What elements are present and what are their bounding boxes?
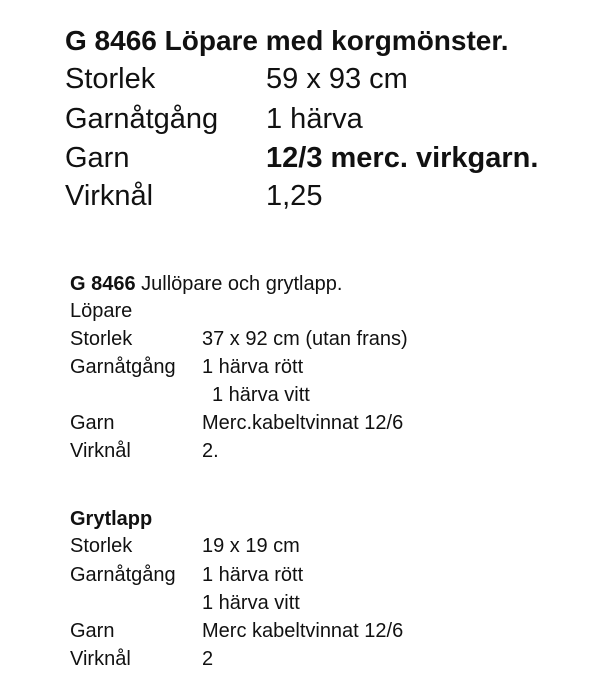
pattern-name: Löpare med korgmönster. [164, 25, 509, 56]
value-garnatgang-2: 1 härva vitt [202, 592, 300, 614]
value-garn: Merc.kabeltvinnat 12/6 [202, 412, 404, 434]
value-garnatgang: 1 härva [266, 103, 363, 135]
label-garn: Garn [70, 412, 115, 434]
label-storlek: Storlek [65, 63, 156, 95]
label-garn: Garn [70, 620, 115, 642]
label-garnatgang: Garnåtgång [70, 356, 176, 378]
value-virknal: 2. [202, 440, 219, 462]
label-garn: Garn [65, 142, 130, 174]
pattern-code: G 8466 [65, 25, 157, 56]
value-garnatgang-2: 1 härva vitt [212, 384, 310, 406]
section-heading-lopare: Löpare [70, 300, 133, 322]
label-virknal: Virknål [65, 180, 154, 212]
label-storlek: Storlek [70, 535, 133, 557]
pattern-title-2 [70, 271, 342, 297]
value-virknal: 1,25 [266, 180, 323, 212]
label-garnatgang: Garnåtgång [65, 103, 219, 135]
label-storlek: Storlek [70, 328, 133, 350]
label-virknal: Virknål [70, 648, 131, 670]
value-virknal: 2 [202, 648, 214, 670]
pattern-title-1 [65, 24, 509, 58]
value-garnatgang: 1 härva rött [202, 564, 304, 586]
value-storlek: 19 x 19 cm [202, 535, 300, 557]
value-storlek: 59 x 93 cm [266, 63, 408, 95]
pattern-name: Jullöpare och grytlapp. [141, 273, 343, 295]
value-garnatgang: 1 härva rött [202, 356, 304, 378]
section-heading-grytlapp: Grytlapp [70, 508, 153, 530]
value-storlek: 37 x 92 cm (utan frans) [202, 328, 408, 350]
label-virknal: Virknål [70, 440, 131, 462]
value-garn: Merc kabeltvinnat 12/6 [202, 620, 404, 642]
pattern-code: G 8466 [70, 273, 136, 295]
label-garnatgang: Garnåtgång [70, 564, 176, 586]
value-garn: 12/3 merc. virkgarn. [266, 142, 539, 174]
